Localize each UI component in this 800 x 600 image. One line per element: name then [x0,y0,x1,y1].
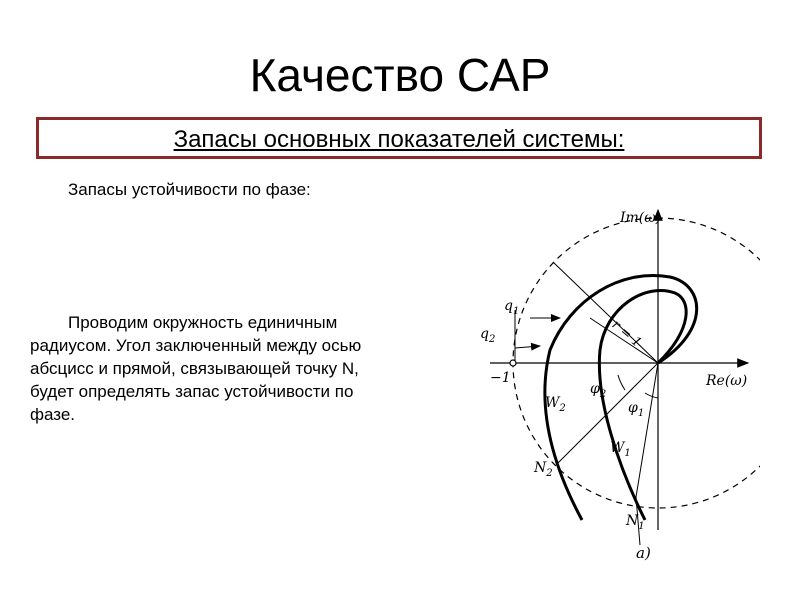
q2-label: $q_2$ [480,326,496,345]
n1-label: $N_1$ [626,513,645,532]
diagram-caption: a) [636,544,651,562]
slide-title: Качество САР [249,49,551,101]
phi2-label: $\varphi_2$ [590,381,607,400]
im-axis-label: Im(ω) [620,210,662,226]
subtitle-text: Запасы основных показателей системы: [173,126,625,153]
phi2-arc [618,375,625,390]
minus-one-label: −1 [490,370,511,386]
w2-curve [545,275,697,520]
section-heading: Запасы устойчивости по фазе: [68,180,311,199]
explanation-paragraph: Проводим окружность единичным радиусом. Угол заключенный между осью абсцисс и прямой, связывающей точку N, будет определять запас устойчивости по фазе. [30,313,362,424]
minus-one-point [510,360,516,366]
radius-n1 [636,363,658,497]
phi1-arc [645,393,658,398]
phi1-label: $\varphi_1$ [628,400,645,419]
subtitle-box [36,117,762,159]
q2-arrow [515,346,540,348]
w2-label: $W_2$ [545,395,566,414]
nyquist-diagram [460,200,760,570]
w1-label: $W_1$ [610,440,631,459]
radius-label: r = 1 [608,317,645,351]
n2-label: $N_2$ [534,460,553,479]
re-axis-label: Re(ω) [706,373,748,389]
q1-label: $q_1$ [504,298,520,317]
